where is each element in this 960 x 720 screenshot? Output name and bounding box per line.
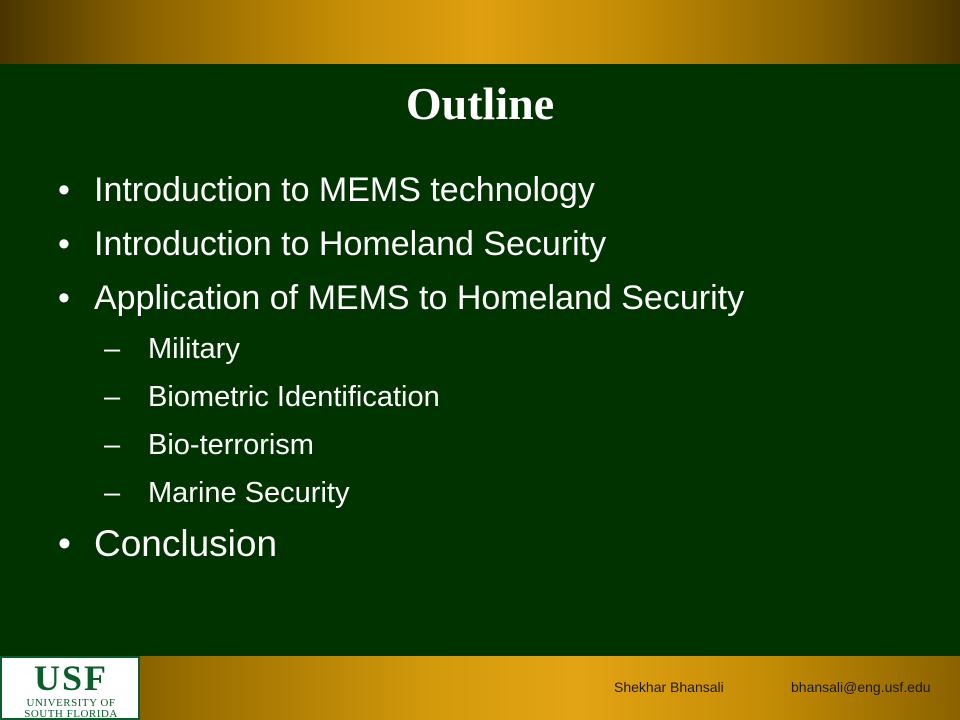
bullet-marker: • (58, 171, 70, 209)
bullet-list (58, 170, 918, 578)
sub-bullet-text: Biometric Identification (148, 381, 440, 413)
bullet-text: Conclusion (94, 523, 278, 564)
sub-bullet-item (104, 428, 918, 462)
footer-author: Shekhar Bhansali (614, 679, 724, 695)
sub-bullet-text: Marine Security (148, 477, 350, 509)
bullet-text: Introduction to MEMS technology (94, 171, 595, 209)
sub-bullet-marker: – (104, 381, 121, 413)
sub-bullet-item (104, 380, 918, 414)
bullet-item (58, 278, 918, 510)
bullet-text: Introduction to Homeland Security (94, 225, 607, 263)
logo-line-2: SOUTH FLORIDA (24, 708, 118, 720)
footer-email: bhansali@eng.usf.edu (791, 679, 931, 695)
sub-bullet-text: Bio-terrorism (148, 429, 314, 461)
sub-bullet-item (104, 476, 918, 510)
sub-bullet-item (104, 332, 918, 366)
logo-line-1: UNIVERSITY OF (26, 697, 116, 709)
sub-bullet-marker: – (104, 333, 121, 365)
bullet-marker: • (58, 225, 70, 263)
bullet-marker: • (58, 523, 71, 564)
sub-bullet-marker: – (104, 429, 121, 461)
bullet-item (58, 170, 918, 210)
sub-bullet-marker: – (104, 477, 121, 509)
slide-title: Outline (405, 78, 555, 129)
logo-abbreviation: USF (33, 658, 108, 698)
sub-bullet-text: Military (148, 333, 240, 365)
bullet-item (58, 524, 918, 564)
bullet-marker: • (58, 279, 70, 317)
sub-bullet-list (94, 332, 918, 510)
usf-logo (0, 656, 140, 720)
top-decorative-bar (0, 0, 960, 64)
bullet-text: Application of MEMS to Homeland Security (94, 279, 745, 317)
bullet-item (58, 224, 918, 264)
